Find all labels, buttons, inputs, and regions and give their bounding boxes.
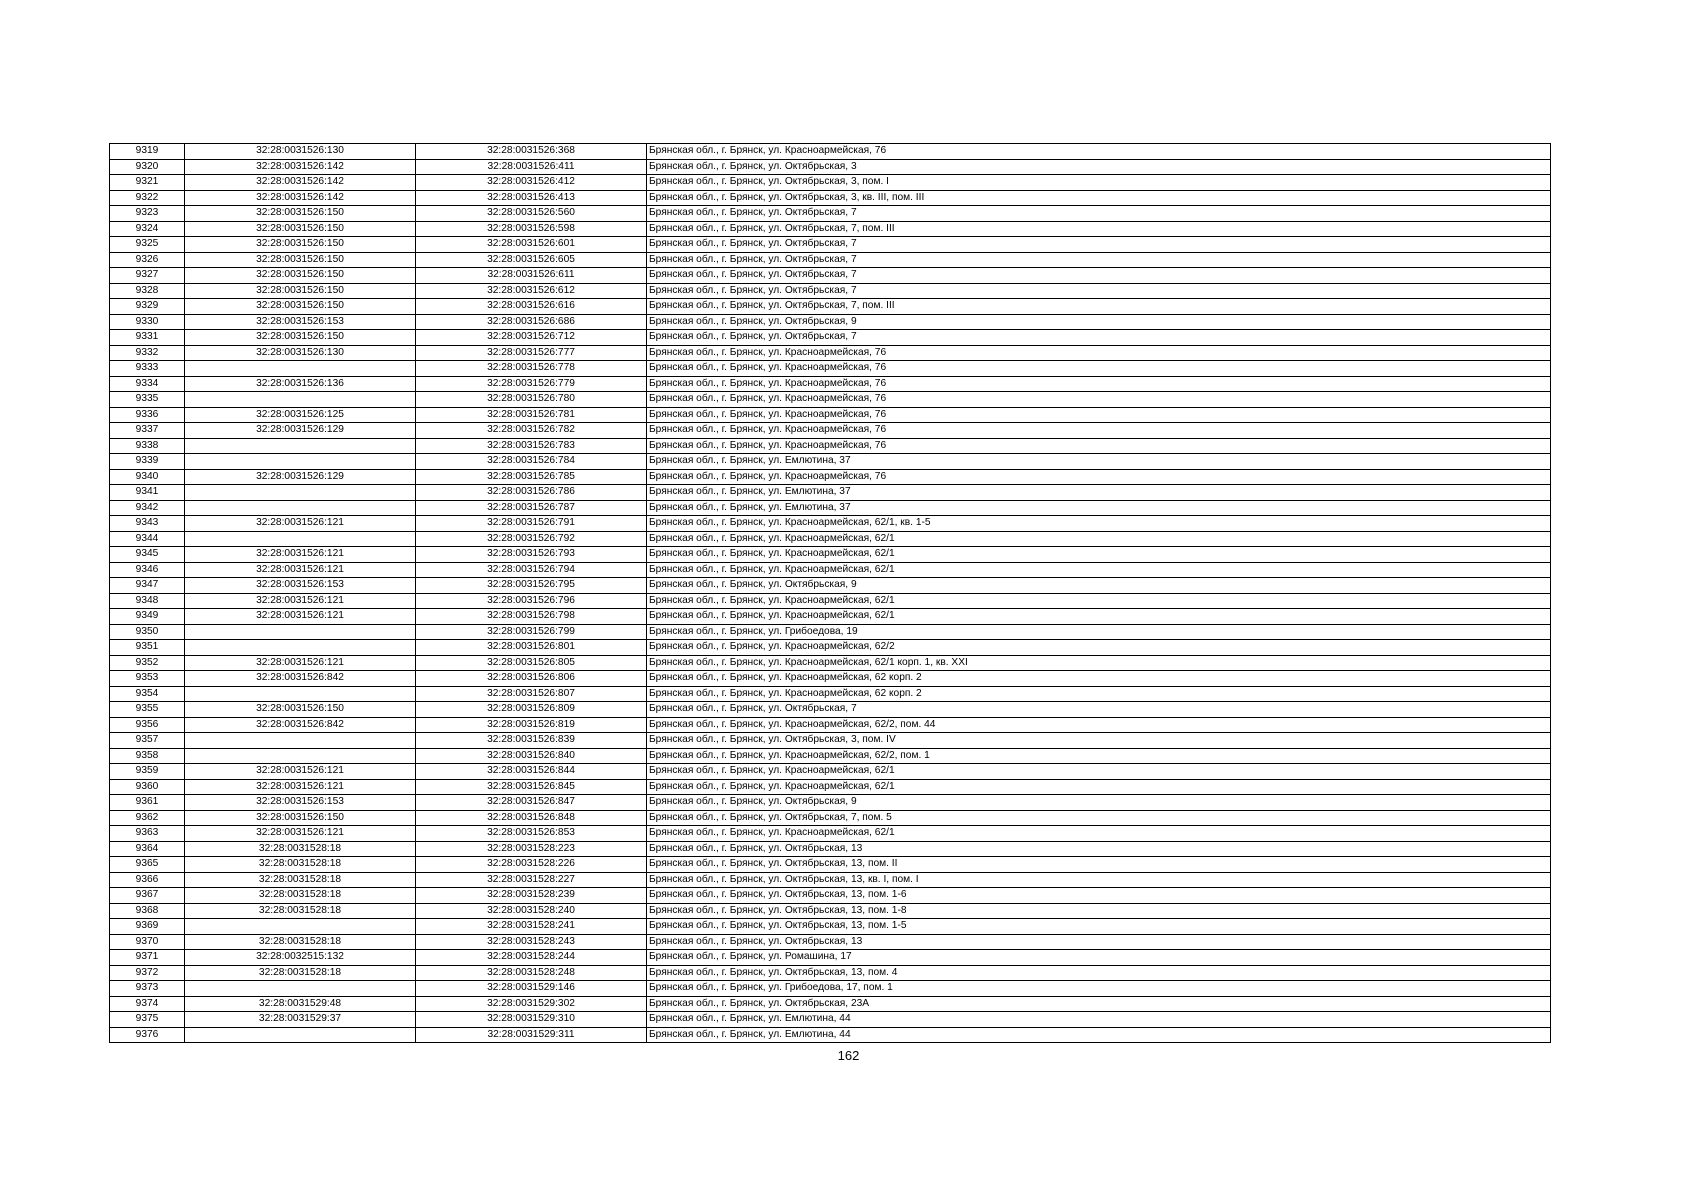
table-row <box>110 159 1551 175</box>
address-cell: Брянская обл., г. Брянск, ул. Октябрьская, 3 <box>647 159 1551 175</box>
address-cell: Брянская обл., г. Брянск, ул. Октябрьская, 13, пом. 1-6 <box>647 888 1551 904</box>
address-cell: Брянская обл., г. Брянск, ул. Красноармейская, 76 <box>647 144 1551 160</box>
address-cell: Брянская обл., г. Брянск, ул. Красноармейская, 62/1 <box>647 531 1551 547</box>
parent-cadastral-number-cell: 32:28:0031528:18 <box>185 857 416 873</box>
parent-cadastral-number-cell <box>185 624 416 640</box>
cadastral-number-cell: 32:28:0031526:792 <box>416 531 647 547</box>
row-number-cell: 9361 <box>110 795 185 811</box>
cadastral-number-cell: 32:28:0031526:779 <box>416 376 647 392</box>
parent-cadastral-number-cell: 32:28:0031526:150 <box>185 268 416 284</box>
parent-cadastral-number-cell: 32:28:0031526:130 <box>185 345 416 361</box>
parent-cadastral-number-cell: 32:28:0031526:153 <box>185 314 416 330</box>
cadastral-number-cell: 32:28:0031526:796 <box>416 593 647 609</box>
cadastral-number-cell: 32:28:0031526:801 <box>416 640 647 656</box>
row-number-cell: 9340 <box>110 469 185 485</box>
cadastral-number-cell: 32:28:0031526:413 <box>416 190 647 206</box>
table-row <box>110 500 1551 516</box>
row-number-cell: 9356 <box>110 717 185 733</box>
row-number-cell: 9358 <box>110 748 185 764</box>
parent-cadastral-number-cell: 32:28:0031526:121 <box>185 593 416 609</box>
parent-cadastral-number-cell: 32:28:0031526:153 <box>185 578 416 594</box>
row-number-cell: 9332 <box>110 345 185 361</box>
address-cell: Брянская обл., г. Брянск, ул. Октябрьская, 7 <box>647 283 1551 299</box>
row-number-cell: 9368 <box>110 903 185 919</box>
cadastral-number-cell: 32:28:0031526:778 <box>416 361 647 377</box>
row-number-cell: 9374 <box>110 996 185 1012</box>
cadastral-number-cell: 32:28:0031526:411 <box>416 159 647 175</box>
row-number-cell: 9324 <box>110 221 185 237</box>
cadastral-number-cell: 32:28:0031526:785 <box>416 469 647 485</box>
table-body <box>110 144 1551 1043</box>
row-number-cell: 9336 <box>110 407 185 423</box>
table-row <box>110 903 1551 919</box>
row-number-cell: 9376 <box>110 1027 185 1043</box>
table-row <box>110 485 1551 501</box>
address-cell: Брянская обл., г. Брянск, ул. Октябрьская, 13 <box>647 841 1551 857</box>
address-cell: Брянская обл., г. Брянск, ул. Красноармейская, 62/1 <box>647 779 1551 795</box>
parent-cadastral-number-cell <box>185 686 416 702</box>
address-cell: Брянская обл., г. Брянск, ул. Емлютина, 37 <box>647 500 1551 516</box>
address-cell: Брянская обл., г. Брянск, ул. Красноармейская, 62/1 <box>647 826 1551 842</box>
table-row <box>110 221 1551 237</box>
table-row <box>110 950 1551 966</box>
row-number-cell: 9345 <box>110 547 185 563</box>
cadastral-number-cell: 32:28:0031526:793 <box>416 547 647 563</box>
table-row <box>110 593 1551 609</box>
address-cell: Брянская обл., г. Брянск, ул. Емлютина, 37 <box>647 485 1551 501</box>
cadastral-number-cell: 32:28:0031529:311 <box>416 1027 647 1043</box>
row-number-cell: 9348 <box>110 593 185 609</box>
cadastral-number-cell: 32:28:0031528:244 <box>416 950 647 966</box>
table-row <box>110 562 1551 578</box>
table-row <box>110 1012 1551 1028</box>
parent-cadastral-number-cell: 32:28:0031526:129 <box>185 423 416 439</box>
table-row <box>110 826 1551 842</box>
row-number-cell: 9371 <box>110 950 185 966</box>
table-row <box>110 314 1551 330</box>
row-number-cell: 9351 <box>110 640 185 656</box>
address-cell: Брянская обл., г. Брянск, ул. Красноармейская, 62 корп. 2 <box>647 686 1551 702</box>
address-cell: Брянская обл., г. Брянск, ул. Ромашина, 17 <box>647 950 1551 966</box>
table-row <box>110 671 1551 687</box>
row-number-cell: 9341 <box>110 485 185 501</box>
parent-cadastral-number-cell: 32:28:0031526:150 <box>185 237 416 253</box>
cadastral-number-cell: 32:28:0031526:791 <box>416 516 647 532</box>
cadastral-number-cell: 32:28:0031526:799 <box>416 624 647 640</box>
row-number-cell: 9370 <box>110 934 185 950</box>
parent-cadastral-number-cell: 32:28:0031528:18 <box>185 965 416 981</box>
address-cell: Брянская обл., г. Брянск, ул. Октябрьская, 9 <box>647 314 1551 330</box>
address-cell: Брянская обл., г. Брянск, ул. Красноармейская, 62/2, пом. 44 <box>647 717 1551 733</box>
cadastral-number-cell: 32:28:0031528:226 <box>416 857 647 873</box>
address-cell: Брянская обл., г. Брянск, ул. Красноармейская, 62/1, кв. 1-5 <box>647 516 1551 532</box>
address-cell: Брянская обл., г. Брянск, ул. Емлютина, 44 <box>647 1027 1551 1043</box>
address-cell: Брянская обл., г. Брянск, ул. Емлютина, 37 <box>647 454 1551 470</box>
table-row <box>110 252 1551 268</box>
cadastral-number-cell: 32:28:0031526:712 <box>416 330 647 346</box>
address-cell: Брянская обл., г. Брянск, ул. Октябрьская, 13 <box>647 934 1551 950</box>
parent-cadastral-number-cell <box>185 485 416 501</box>
table-row <box>110 934 1551 950</box>
table-row <box>110 733 1551 749</box>
cadastral-number-cell: 32:28:0031526:847 <box>416 795 647 811</box>
address-cell: Брянская обл., г. Брянск, ул. Октябрьская, 7 <box>647 268 1551 284</box>
parent-cadastral-number-cell <box>185 640 416 656</box>
address-cell: Брянская обл., г. Брянск, ул. Октябрьская, 7, пом. III <box>647 221 1551 237</box>
cadastral-number-cell: 32:28:0031526:560 <box>416 206 647 222</box>
cadastral-number-cell: 32:28:0031528:240 <box>416 903 647 919</box>
row-number-cell: 9365 <box>110 857 185 873</box>
parent-cadastral-number-cell: 32:28:0031529:37 <box>185 1012 416 1028</box>
row-number-cell: 9372 <box>110 965 185 981</box>
cadastral-number-cell: 32:28:0031526:844 <box>416 764 647 780</box>
table-row <box>110 361 1551 377</box>
address-cell: Брянская обл., г. Брянск, ул. Октябрьская, 23А <box>647 996 1551 1012</box>
table-row <box>110 407 1551 423</box>
row-number-cell: 9327 <box>110 268 185 284</box>
address-cell: Брянская обл., г. Брянск, ул. Красноармейская, 62/1 <box>647 562 1551 578</box>
row-number-cell: 9322 <box>110 190 185 206</box>
address-cell: Брянская обл., г. Брянск, ул. Октябрьская, 7 <box>647 702 1551 718</box>
row-number-cell: 9342 <box>110 500 185 516</box>
table-row <box>110 779 1551 795</box>
parent-cadastral-number-cell: 32:28:0031526:842 <box>185 717 416 733</box>
parent-cadastral-number-cell: 32:28:0031529:48 <box>185 996 416 1012</box>
address-cell: Брянская обл., г. Брянск, ул. Октябрьская, 7 <box>647 206 1551 222</box>
address-cell: Брянская обл., г. Брянск, ул. Грибоедова, 17, пом. 1 <box>647 981 1551 997</box>
cadastral-number-cell: 32:28:0031526:616 <box>416 299 647 315</box>
row-number-cell: 9347 <box>110 578 185 594</box>
table-row <box>110 624 1551 640</box>
parent-cadastral-number-cell <box>185 733 416 749</box>
parent-cadastral-number-cell: 32:28:0031526:121 <box>185 609 416 625</box>
table-row <box>110 454 1551 470</box>
parent-cadastral-number-cell: 32:28:0031526:121 <box>185 547 416 563</box>
cadastral-number-cell: 32:28:0031526:853 <box>416 826 647 842</box>
table-row <box>110 144 1551 160</box>
cadastral-number-cell: 32:28:0031528:223 <box>416 841 647 857</box>
parent-cadastral-number-cell: 32:28:0031526:142 <box>185 175 416 191</box>
parent-cadastral-number-cell: 32:28:0031526:136 <box>185 376 416 392</box>
table-row <box>110 996 1551 1012</box>
parent-cadastral-number-cell: 32:28:0031526:129 <box>185 469 416 485</box>
parent-cadastral-number-cell: 32:28:0031528:18 <box>185 841 416 857</box>
cadastral-number-cell: 32:28:0031526:798 <box>416 609 647 625</box>
address-cell: Брянская обл., г. Брянск, ул. Октябрьская, 7 <box>647 252 1551 268</box>
table-row <box>110 376 1551 392</box>
table-row <box>110 190 1551 206</box>
parent-cadastral-number-cell: 32:28:0031526:150 <box>185 330 416 346</box>
cadastral-number-cell: 32:28:0031526:368 <box>416 144 647 160</box>
table-row <box>110 547 1551 563</box>
cadastral-number-cell: 32:28:0031526:807 <box>416 686 647 702</box>
address-cell: Брянская обл., г. Брянск, ул. Красноармейская, 62/1 <box>647 547 1551 563</box>
address-cell: Брянская обл., г. Брянск, ул. Октябрьская, 7, пом. 5 <box>647 810 1551 826</box>
address-cell: Брянская обл., г. Брянск, ул. Емлютина, 44 <box>647 1012 1551 1028</box>
cadastral-number-cell: 32:28:0031528:227 <box>416 872 647 888</box>
parent-cadastral-number-cell <box>185 392 416 408</box>
parent-cadastral-number-cell: 32:28:0031526:121 <box>185 562 416 578</box>
address-cell: Брянская обл., г. Брянск, ул. Октябрьская, 9 <box>647 795 1551 811</box>
parent-cadastral-number-cell: 32:28:0031526:150 <box>185 206 416 222</box>
parent-cadastral-number-cell: 32:28:0031528:18 <box>185 903 416 919</box>
page-number: 162 <box>837 1048 860 1063</box>
parent-cadastral-number-cell: 32:28:0031526:150 <box>185 810 416 826</box>
row-number-cell: 9362 <box>110 810 185 826</box>
parent-cadastral-number-cell: 32:28:0031528:18 <box>185 888 416 904</box>
address-cell: Брянская обл., г. Брянск, ул. Октябрьская, 9 <box>647 578 1551 594</box>
address-cell: Брянская обл., г. Брянск, ул. Красноармейская, 62/1 <box>647 593 1551 609</box>
parent-cadastral-number-cell: 32:28:0031526:150 <box>185 283 416 299</box>
row-number-cell: 9350 <box>110 624 185 640</box>
parent-cadastral-number-cell: 32:28:0031526:125 <box>185 407 416 423</box>
row-number-cell: 9373 <box>110 981 185 997</box>
table-row <box>110 919 1551 935</box>
address-cell: Брянская обл., г. Брянск, ул. Октябрьская, 7 <box>647 330 1551 346</box>
parent-cadastral-number-cell: 32:28:0031526:130 <box>185 144 416 160</box>
cadastral-number-cell: 32:28:0031526:783 <box>416 438 647 454</box>
row-number-cell: 9335 <box>110 392 185 408</box>
table-row <box>110 283 1551 299</box>
parent-cadastral-number-cell <box>185 1027 416 1043</box>
row-number-cell: 9328 <box>110 283 185 299</box>
cadastral-number-cell: 32:28:0031526:819 <box>416 717 647 733</box>
address-cell: Брянская обл., г. Брянск, ул. Октябрьская, 13, пом. 4 <box>647 965 1551 981</box>
table-row <box>110 345 1551 361</box>
cadastral-number-cell: 32:28:0031526:786 <box>416 485 647 501</box>
cadastral-number-cell: 32:28:0031526:840 <box>416 748 647 764</box>
cadastral-number-cell: 32:28:0031526:782 <box>416 423 647 439</box>
address-cell: Брянская обл., г. Брянск, ул. Красноармейская, 76 <box>647 423 1551 439</box>
parent-cadastral-number-cell <box>185 919 416 935</box>
address-cell: Брянская обл., г. Брянск, ул. Красноармейская, 62/1 <box>647 764 1551 780</box>
cadastral-number-cell: 32:28:0031526:612 <box>416 283 647 299</box>
table-row <box>110 423 1551 439</box>
table-row <box>110 330 1551 346</box>
parent-cadastral-number-cell: 32:28:0031526:150 <box>185 252 416 268</box>
table-row <box>110 392 1551 408</box>
parent-cadastral-number-cell: 32:28:0031526:842 <box>185 671 416 687</box>
cadastral-number-cell: 32:28:0031529:310 <box>416 1012 647 1028</box>
cadastral-number-cell: 32:28:0031526:412 <box>416 175 647 191</box>
address-cell: Брянская обл., г. Брянск, ул. Октябрьская, 7 <box>647 237 1551 253</box>
cadastral-number-cell: 32:28:0031526:601 <box>416 237 647 253</box>
row-number-cell: 9329 <box>110 299 185 315</box>
cadastral-number-cell: 32:28:0031526:805 <box>416 655 647 671</box>
table-row <box>110 702 1551 718</box>
row-number-cell: 9323 <box>110 206 185 222</box>
row-number-cell: 9321 <box>110 175 185 191</box>
cadastral-number-cell: 32:28:0031526:809 <box>416 702 647 718</box>
row-number-cell: 9325 <box>110 237 185 253</box>
row-number-cell: 9337 <box>110 423 185 439</box>
table-row <box>110 469 1551 485</box>
parent-cadastral-number-cell: 32:28:0031526:121 <box>185 655 416 671</box>
address-cell: Брянская обл., г. Брянск, ул. Красноармейская, 76 <box>647 345 1551 361</box>
cadastral-number-cell: 32:28:0031526:781 <box>416 407 647 423</box>
parent-cadastral-number-cell: 32:28:0031528:18 <box>185 934 416 950</box>
row-number-cell: 9339 <box>110 454 185 470</box>
cadastral-number-cell: 32:28:0031528:239 <box>416 888 647 904</box>
cadastral-number-cell: 32:28:0031526:780 <box>416 392 647 408</box>
cadastral-number-cell: 32:28:0031526:787 <box>416 500 647 516</box>
row-number-cell: 9375 <box>110 1012 185 1028</box>
address-cell: Брянская обл., г. Брянск, ул. Октябрьская, 3, пом. IV <box>647 733 1551 749</box>
row-number-cell: 9338 <box>110 438 185 454</box>
cadastral-number-cell: 32:28:0031526:794 <box>416 562 647 578</box>
row-number-cell: 9331 <box>110 330 185 346</box>
row-number-cell: 9357 <box>110 733 185 749</box>
row-number-cell: 9352 <box>110 655 185 671</box>
row-number-cell: 9364 <box>110 841 185 857</box>
address-cell: Брянская обл., г. Брянск, ул. Красноармейская, 76 <box>647 376 1551 392</box>
table-row <box>110 857 1551 873</box>
parent-cadastral-number-cell <box>185 361 416 377</box>
row-number-cell: 9360 <box>110 779 185 795</box>
address-cell: Брянская обл., г. Брянск, ул. Красноармейская, 76 <box>647 407 1551 423</box>
row-number-cell: 9355 <box>110 702 185 718</box>
row-number-cell: 9319 <box>110 144 185 160</box>
row-number-cell: 9366 <box>110 872 185 888</box>
row-number-cell: 9369 <box>110 919 185 935</box>
parent-cadastral-number-cell: 32:28:0031526:121 <box>185 779 416 795</box>
row-number-cell: 9320 <box>110 159 185 175</box>
cadastral-number-cell: 32:28:0031528:241 <box>416 919 647 935</box>
table-row <box>110 1027 1551 1043</box>
row-number-cell: 9354 <box>110 686 185 702</box>
row-number-cell: 9349 <box>110 609 185 625</box>
row-number-cell: 9333 <box>110 361 185 377</box>
cadastral-number-cell: 32:28:0031526:686 <box>416 314 647 330</box>
address-cell: Брянская обл., г. Брянск, ул. Красноармейская, 62/2 <box>647 640 1551 656</box>
parent-cadastral-number-cell: 32:28:0031526:142 <box>185 190 416 206</box>
row-number-cell: 9343 <box>110 516 185 532</box>
table-row <box>110 981 1551 997</box>
parent-cadastral-number-cell <box>185 748 416 764</box>
table-row <box>110 655 1551 671</box>
address-cell: Брянская обл., г. Брянск, ул. Красноармейская, 76 <box>647 361 1551 377</box>
table-row <box>110 872 1551 888</box>
parent-cadastral-number-cell: 32:28:0031526:121 <box>185 826 416 842</box>
table-row <box>110 268 1551 284</box>
parent-cadastral-number-cell <box>185 438 416 454</box>
row-number-cell: 9346 <box>110 562 185 578</box>
parent-cadastral-number-cell: 32:28:0031526:121 <box>185 516 416 532</box>
table-row <box>110 175 1551 191</box>
table-row <box>110 841 1551 857</box>
address-cell: Брянская обл., г. Брянск, ул. Красноармейская, 62/1 корп. 1, кв. XXI <box>647 655 1551 671</box>
cadastral-number-cell: 32:28:0031528:243 <box>416 934 647 950</box>
table-row <box>110 717 1551 733</box>
table-row <box>110 748 1551 764</box>
cadastral-number-cell: 32:28:0031526:806 <box>416 671 647 687</box>
parent-cadastral-number-cell: 32:28:0031526:121 <box>185 764 416 780</box>
cadastral-number-cell: 32:28:0031526:795 <box>416 578 647 594</box>
table-row <box>110 438 1551 454</box>
cadastral-number-cell: 32:28:0031526:839 <box>416 733 647 749</box>
cadastral-number-cell: 32:28:0031526:784 <box>416 454 647 470</box>
parent-cadastral-number-cell: 32:28:0031526:150 <box>185 221 416 237</box>
table-row <box>110 810 1551 826</box>
row-number-cell: 9344 <box>110 531 185 547</box>
table-row <box>110 609 1551 625</box>
cadastral-table <box>109 143 1551 1043</box>
address-cell: Брянская обл., г. Брянск, ул. Красноармейская, 76 <box>647 438 1551 454</box>
cadastral-number-cell: 32:28:0031526:605 <box>416 252 647 268</box>
table-row <box>110 888 1551 904</box>
cadastral-number-cell: 32:28:0031526:777 <box>416 345 647 361</box>
table-row <box>110 531 1551 547</box>
parent-cadastral-number-cell: 32:28:0032515:132 <box>185 950 416 966</box>
parent-cadastral-number-cell: 32:28:0031526:150 <box>185 299 416 315</box>
table-row <box>110 516 1551 532</box>
row-number-cell: 9367 <box>110 888 185 904</box>
parent-cadastral-number-cell: 32:28:0031526:153 <box>185 795 416 811</box>
address-cell: Брянская обл., г. Брянск, ул. Октябрьская, 13, пом. II <box>647 857 1551 873</box>
cadastral-number-cell: 32:28:0031529:146 <box>416 981 647 997</box>
cadastral-number-cell: 32:28:0031526:598 <box>416 221 647 237</box>
address-cell: Брянская обл., г. Брянск, ул. Октябрьская, 7, пом. III <box>647 299 1551 315</box>
cadastral-number-cell: 32:28:0031526:848 <box>416 810 647 826</box>
cadastral-number-cell: 32:28:0031529:302 <box>416 996 647 1012</box>
parent-cadastral-number-cell <box>185 454 416 470</box>
address-cell: Брянская обл., г. Брянск, ул. Красноармейская, 76 <box>647 469 1551 485</box>
address-cell: Брянская обл., г. Брянск, ул. Красноармейская, 62/1 <box>647 609 1551 625</box>
table-row <box>110 299 1551 315</box>
row-number-cell: 9363 <box>110 826 185 842</box>
table-row <box>110 578 1551 594</box>
table-row <box>110 795 1551 811</box>
cadastral-number-cell: 32:28:0031526:611 <box>416 268 647 284</box>
parent-cadastral-number-cell: 32:28:0031528:18 <box>185 872 416 888</box>
address-cell: Брянская обл., г. Брянск, ул. Красноармейская, 62 корп. 2 <box>647 671 1551 687</box>
address-cell: Брянская обл., г. Брянск, ул. Красноармейская, 76 <box>647 392 1551 408</box>
row-number-cell: 9330 <box>110 314 185 330</box>
row-number-cell: 9353 <box>110 671 185 687</box>
parent-cadastral-number-cell: 32:28:0031526:142 <box>185 159 416 175</box>
table-row <box>110 764 1551 780</box>
table-row <box>110 640 1551 656</box>
address-cell: Брянская обл., г. Брянск, ул. Октябрьская, 13, пом. 1-5 <box>647 919 1551 935</box>
table-row <box>110 965 1551 981</box>
row-number-cell: 9326 <box>110 252 185 268</box>
address-cell: Брянская обл., г. Брянск, ул. Октябрьская, 3, пом. I <box>647 175 1551 191</box>
row-number-cell: 9334 <box>110 376 185 392</box>
address-cell: Брянская обл., г. Брянск, ул. Красноармейская, 62/2, пом. 1 <box>647 748 1551 764</box>
table-row <box>110 237 1551 253</box>
table-row <box>110 686 1551 702</box>
parent-cadastral-number-cell <box>185 981 416 997</box>
address-cell: Брянская обл., г. Брянск, ул. Октябрьская, 3, кв. III, пом. III <box>647 190 1551 206</box>
parent-cadastral-number-cell <box>185 531 416 547</box>
cadastral-number-cell: 32:28:0031528:248 <box>416 965 647 981</box>
address-cell: Брянская обл., г. Брянск, ул. Октябрьская, 13, кв. I, пом. I <box>647 872 1551 888</box>
parent-cadastral-number-cell: 32:28:0031526:150 <box>185 702 416 718</box>
table-row <box>110 206 1551 222</box>
cadastral-number-cell: 32:28:0031526:845 <box>416 779 647 795</box>
address-cell: Брянская обл., г. Брянск, ул. Грибоедова, 19 <box>647 624 1551 640</box>
address-cell: Брянская обл., г. Брянск, ул. Октябрьская, 13, пом. 1-8 <box>647 903 1551 919</box>
parent-cadastral-number-cell <box>185 500 416 516</box>
row-number-cell: 9359 <box>110 764 185 780</box>
